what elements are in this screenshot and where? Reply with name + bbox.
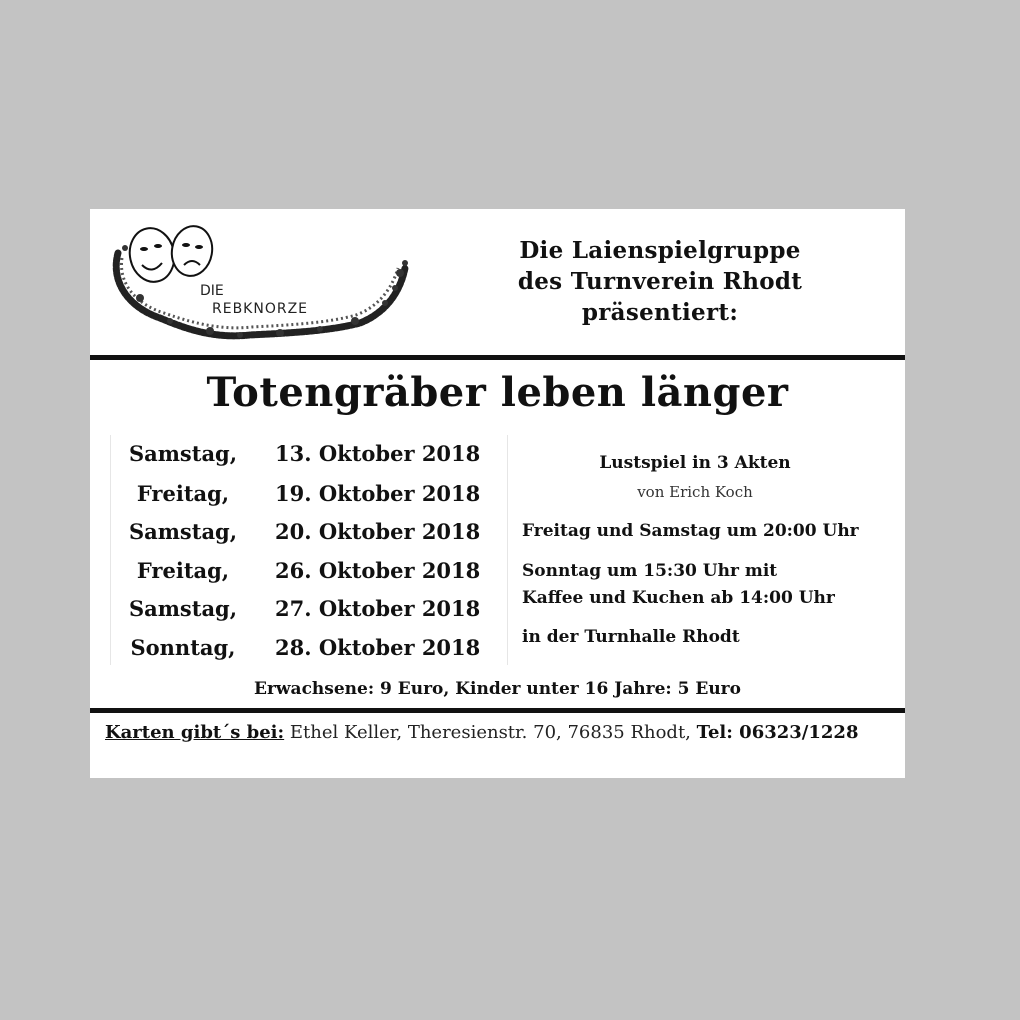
- date-day: Freitag,: [136, 558, 230, 583]
- ticket-phone: Tel: 06323/1228: [696, 722, 859, 743]
- bottom-divider: [90, 708, 905, 713]
- presenter-line-2: des Turnverein Rhodt: [517, 268, 803, 295]
- sunday-coffee: Kaffee und Kuchen ab 14:00 Uhr: [522, 588, 835, 608]
- date-row: [111, 558, 507, 596]
- genre-text: Lustspiel in 3 Akten: [599, 453, 791, 473]
- date-row: [111, 635, 507, 673]
- date-row: [111, 481, 507, 519]
- date-row: [111, 441, 507, 479]
- date-day: Samstag,: [128, 441, 238, 466]
- presenter-block: [485, 235, 835, 328]
- date-value: 27. Oktober 2018: [275, 596, 481, 621]
- logo-text-die: DIE: [200, 283, 224, 299]
- presenter-line-3: präsentiert:: [581, 299, 739, 326]
- date-day: Samstag,: [128, 596, 238, 621]
- ticket-info: [105, 722, 905, 743]
- date-value: 26. Oktober 2018: [275, 558, 481, 583]
- ticket-label: Karten gibt´s bei:: [105, 722, 285, 743]
- date-value: 13. Oktober 2018: [275, 441, 481, 466]
- date-value: 28. Oktober 2018: [275, 635, 481, 660]
- weekday-times: Freitag und Samstag um 20:00 Uhr: [522, 521, 859, 541]
- date-day: Samstag,: [128, 519, 238, 544]
- price-info: Erwachsene: 9 Euro, Kinder unter 16 Jahre: 5 Euro: [254, 679, 741, 699]
- theater-masks-vine-logo: [100, 213, 420, 358]
- date-value: 19. Oktober 2018: [275, 481, 481, 506]
- performance-dates: [110, 435, 508, 665]
- sunday-times: Sonntag um 15:30 Uhr mit: [522, 561, 778, 581]
- date-row: [111, 596, 507, 634]
- top-divider: [90, 355, 905, 360]
- author-text: von Erich Koch: [637, 483, 753, 501]
- play-title: Totengräber leben länger: [206, 369, 789, 416]
- rebknorze-logo: [100, 213, 420, 358]
- date-day: Sonntag,: [130, 635, 236, 660]
- presenter-line-1: Die Laienspielgruppe: [519, 237, 801, 264]
- flyer: [90, 209, 905, 778]
- date-value: 20. Oktober 2018: [275, 519, 481, 544]
- logo-text-rebknorze: REBKNORZE: [212, 301, 309, 317]
- date-day: Freitag,: [136, 481, 230, 506]
- venue-text: in der Turnhalle Rhodt: [522, 627, 740, 647]
- date-row: [111, 519, 507, 557]
- ticket-address: Ethel Keller, Theresienstr. 70, 76835 Rhodt,: [284, 722, 697, 743]
